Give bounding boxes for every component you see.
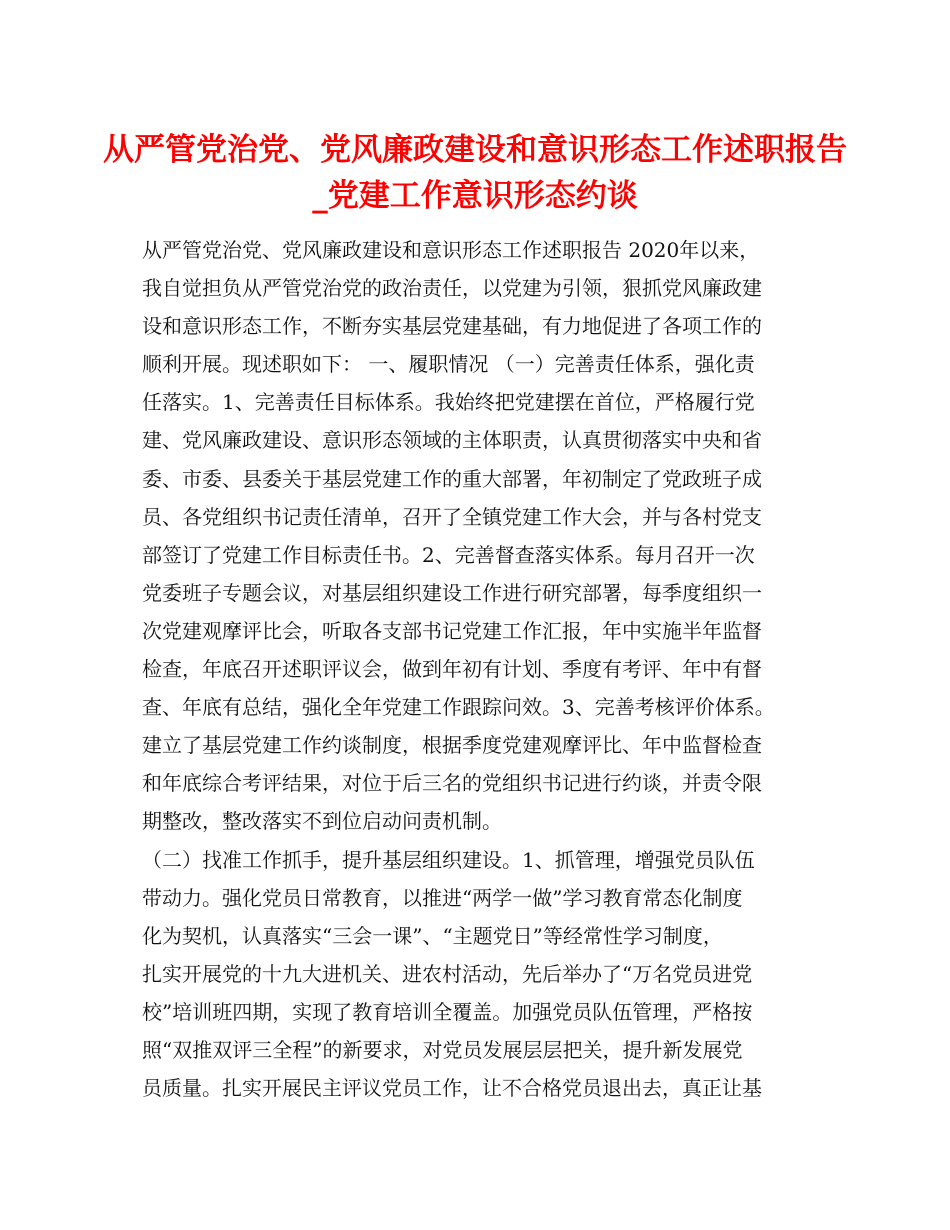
body-line: 期整改，整改落实不到位启动问责机制。 [142,809,502,834]
body-line: 化为契机，认真落实“三会一课”、“主题党日”等经常性学习制度， [142,923,723,948]
body-line: 我自觉担负从严管党治党的政治责任，以党建为引领，狠抓党风廉政建 [142,276,762,301]
body-line: 扎实开展党的十九大进机关、进农村活动，先后举办了“万名党员进党 [142,961,753,986]
body-line: 次党建观摩评比会，听取各支部书记党建工作汇报，年中实施半年监督 [142,618,762,643]
body-line: 员、各党组织书记责任清单，召开了全镇党建工作大会，并与各村党支 [142,504,762,529]
body-line: 建、党风廉政建设、意识形态领域的主体职责，认真贯彻落实中央和省 [142,428,762,453]
body-line: 照“双推双评三全程”的新要求，对党员发展层层把关，提升新发展党 [142,1037,743,1062]
document-title-line-2: _党建工作意识形态约谈 [312,178,638,214]
body-line: 带动力。强化党员日常教育，以推进“两学一做”学习教育常态化制度 [142,885,743,910]
body-line: （二）找准工作抓手，提升基层组织建设。1、抓管理，增强党员队伍 [142,847,755,872]
body-line: 从严管党治党、党风廉政建设和意识形态工作述职报告 2020年以来， [142,238,760,262]
body-line: 顺利开展。现述职如下： 一、履职情况 （一）完善责任体系，强化责 [142,352,755,377]
body-line: 设和意识形态工作，不断夯实基层党建基础，有力地促进了各项工作的 [142,314,762,339]
body-line: 员质量。扎实开展民主评议党员工作，让不合格党员退出去，真正让基 [142,1076,762,1101]
body-line: 党委班子专题会议，对基层组织建设工作进行研究部署，每季度组织一 [142,580,762,605]
body-line: 委、市委、县委关于基层党建工作的重大部署，年初制定了党政班子成 [142,466,762,491]
body-line: 任落实。1、完善责任目标体系。我始终把党建摆在首位，严格履行党 [142,390,755,415]
document-body [142,231,832,1107]
body-line: 部签订了党建工作目标责任书。2、完善督查落实体系。每月召开一次 [142,542,755,567]
body-line: 和年底综合考评结果，对位于后三名的党组织书记进行约谈，并责令限 [142,771,762,796]
body-line: 查、年底有总结，强化全年党建工作跟踪问效。3、完善考核评价体系。 [142,695,775,720]
document-title-line-1: 从严管党治党、党风廉政建设和意识形态工作述职报告 [103,132,847,168]
body-line: 检查，年底召开述职评议会，做到年初有计划、季度有考评、年中有督 [142,657,762,682]
body-line: 建立了基层党建工作约谈制度，根据季度党建观摩评比、年中监督检查 [142,733,762,758]
body-line: 校”培训班四期，实现了教育培训全覆盖。加强党员队伍管理，严格按 [142,999,753,1024]
